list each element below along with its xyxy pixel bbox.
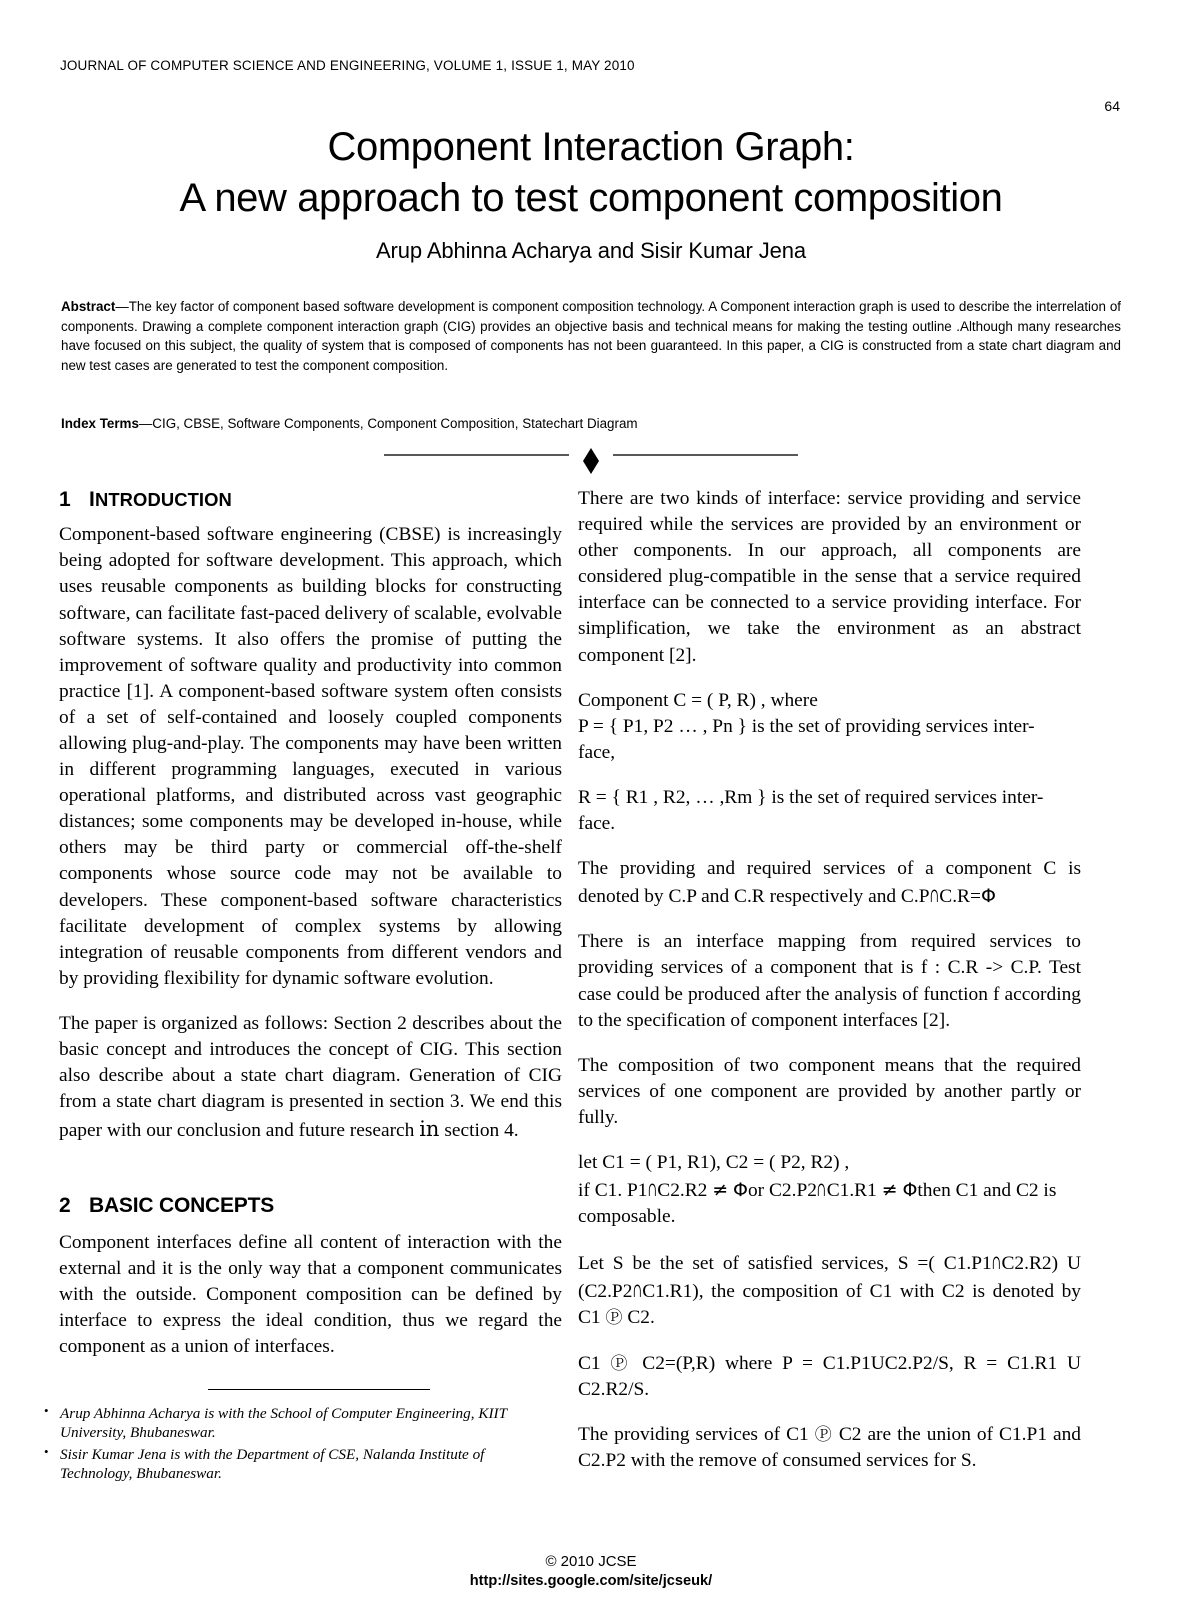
intro-paragraph-1: Component-based software engineering (CBSE) is increasingly being adopted for software development. This approach, which uses reusable components as building blocks for constructing software, can facilitate fast-paced delivery of scalable, evolvable software systems. It also offers the promise of putting the improvement of software quality and productivity into common practice [1]. A component-based software system often consists of a set of self-contained and loosely coupled components allowing plug-and-play. The components may have been written in different programming languages, executed in various operational platforms, and distributed across vast geographic distances; some components may be developed in-house, while others may be third party or commercial off-the-shelf components whose source code may not be available to developers. These component-based software characteristics facilitate development of complex systems by allowing integration of reusable components from different vendors and by providing flexibility for dynamic software evolution. bbox=[59, 524, 562, 989]
definition-component bbox=[578, 688, 1081, 766]
right-paragraph-interfaces: There are two kinds of interface: service providing and service required while the services are provided by an environment or other components. In our approach, all components are considered plug-compatible in the sense that a service required interface can be connected to a service providing interface. For simplification, we take the environment as an abstract component [2]. bbox=[578, 488, 1081, 666]
copyright-text: © 2010 JCSE bbox=[545, 1553, 637, 1570]
satisfied-part-b: C2.R2) U (C2.P2 bbox=[578, 1253, 1081, 1303]
section-title-initial: I bbox=[89, 488, 95, 511]
let-line-2-a: if C1. P1 bbox=[578, 1180, 648, 1202]
section-heading-introduction bbox=[59, 486, 562, 514]
denote-part-b: C.R= bbox=[939, 886, 981, 908]
page-footer bbox=[0, 1553, 1182, 1589]
column-right bbox=[578, 486, 1081, 1493]
let-line-3: composable. bbox=[578, 1206, 676, 1228]
phi-icon: Φ bbox=[733, 1179, 748, 1202]
title-line-2: A new approach to test component composition bbox=[179, 176, 1003, 221]
section-divider bbox=[0, 448, 1182, 461]
title-block bbox=[62, 122, 1120, 264]
phi-icon: Φ bbox=[902, 1179, 918, 1202]
def-r-line-1: R = { R1 , R2, … ,Rm } is the set of required services inter- bbox=[578, 786, 1044, 808]
satisfied-part-d: C2. bbox=[622, 1307, 655, 1329]
def-component-line: Component C = ( P, R) , where bbox=[578, 689, 818, 711]
intro-p2-part-a: The paper is organized as follows: Section 2 describes about the basic concept and introduces the concept of CIG. This section also describe about a state chart diagram. Generation of CIG from a state chart diagram is presented in section 3. We end this paper with our conclusion and future research bbox=[59, 1012, 562, 1142]
basic-concepts-paragraph-1: Component interfaces define all content of interaction with the external and it is the only way that a component communicates with the outside. Component composition can be defined by interface to express the ideal condition, thus we regard the component as a union of interfaces. bbox=[59, 1231, 562, 1357]
footnote-list bbox=[38, 1404, 558, 1484]
abstract-dash: — bbox=[115, 299, 129, 314]
paragraph-satisfied-services bbox=[578, 1249, 1081, 1331]
abstract-label: Abstract bbox=[61, 299, 116, 314]
section-heading-basic-concepts bbox=[59, 1192, 562, 1220]
definition-required-services bbox=[578, 785, 1081, 837]
paragraph-providing-services bbox=[578, 1422, 1081, 1474]
footnote-divider bbox=[208, 1389, 430, 1390]
index-terms bbox=[61, 414, 1121, 434]
page-title bbox=[62, 122, 1120, 224]
section-title-2: BASIC CONCEPTS bbox=[89, 1194, 275, 1218]
index-terms-text: CIG, CBSE, Software Components, Component Composition, Statechart Diagram bbox=[152, 416, 638, 431]
authors: Arup Abhinna Acharya and Sisir Kumar Jena bbox=[375, 238, 807, 264]
section-title bbox=[89, 489, 232, 510]
abstract bbox=[61, 297, 1121, 375]
let-line-1: let C1 = ( P1, R1), C2 = ( P2, R2) , bbox=[578, 1151, 850, 1173]
index-terms-label: Index Terms bbox=[61, 416, 139, 431]
divider-bar-left bbox=[384, 454, 569, 456]
section-number-2: 2 bbox=[59, 1194, 71, 1218]
list-item: • Sisir Kumar Jena is with the Department of CSE, Nalanda Institute of Technology, Bhubaneswar. bbox=[60, 1445, 558, 1484]
running-head: JOURNAL OF COMPUTER SCIENCE AND ENGINEERING, VOLUME 1, ISSUE 1, MAY 2010 bbox=[60, 58, 635, 73]
not-equal-icon: ≠ bbox=[881, 1179, 898, 1202]
intro-p2-part-b: section 4. bbox=[439, 1120, 519, 1142]
formula-part-a: C1 bbox=[578, 1352, 611, 1374]
paragraph-interface-mapping: There is an interface mapping from required services to providing services of a component that is f : C.R -> C.P. Test case could be produced after the analysis of function f according to the specification of component interfaces [2]. bbox=[578, 931, 1081, 1031]
definition-composable bbox=[578, 1150, 1081, 1230]
intersection-icon: ∩ bbox=[647, 1177, 657, 1202]
providing-part-a: The providing services of C1 bbox=[578, 1423, 815, 1445]
satisfied-part-a: Let S be the set of satisfied services, S =( C1.P1 bbox=[578, 1253, 992, 1275]
page-number: 64 bbox=[1104, 98, 1120, 114]
let-line-2-e: C1.R1 bbox=[826, 1180, 882, 1202]
formula-part-b: C2=(P,R) where P = C1.P1UC2.P2/S, R = C1.R1 U C2.R2/S. bbox=[578, 1352, 1081, 1400]
circled-p-icon: Ⓟ bbox=[605, 1308, 623, 1329]
intersection-icon: ∩ bbox=[929, 883, 940, 908]
phi-icon: Φ bbox=[980, 885, 996, 908]
column-left bbox=[59, 486, 562, 1379]
paragraph-formula bbox=[578, 1351, 1081, 1403]
journal-url[interactable]: http://sites.google.com/site/jcseuk/ bbox=[469, 1573, 713, 1589]
providing-part-b: C2 are the union of C1.P1 and C2.P2 with the remove of consumed services for S. bbox=[578, 1423, 1081, 1471]
intro-p2-odd-word: in bbox=[419, 1117, 440, 1142]
index-terms-dash: — bbox=[138, 416, 153, 431]
section-title-rest: NTRODUCTION bbox=[94, 489, 232, 510]
let-line-2-b: C2.R2 bbox=[657, 1180, 713, 1202]
let-line-2-d: or C2.P2 bbox=[747, 1180, 817, 1202]
divider-bar-right bbox=[613, 454, 798, 456]
diamond-icon bbox=[583, 448, 599, 461]
circled-p-icon: Ⓟ bbox=[814, 1424, 833, 1445]
title-line-1: Component Interaction Graph: bbox=[327, 125, 855, 169]
section-number: 1 bbox=[59, 488, 71, 511]
list-item: • Arup Abhinna Acharya is with the School of Computer Engineering, KIIT University, Bhubaneswar. bbox=[60, 1404, 558, 1443]
circled-p-icon: Ⓟ bbox=[610, 1353, 633, 1374]
footnotes bbox=[38, 1404, 558, 1486]
intersection-icon: ∩ bbox=[991, 1250, 1002, 1275]
def-r-line-2: face. bbox=[578, 813, 616, 835]
def-p-line-1: P = { P1, P2 … , Pn } is the set of providing services inter- bbox=[578, 715, 1035, 737]
abstract-text: The key factor of component based software development is component composition technology. A Component interaction graph is used to describe the interrelation of components. Drawing a complete component interaction graph (CIG) provides an objective basis and technical means for making the testing outline .Although many researches have focused on this subject, the quality of system that is composed of components has not been guaranteed. In this paper, a CIG is constructed from a state chart diagram and new test cases are generated to test the component composition. bbox=[61, 299, 1121, 373]
intersection-icon: ∩ bbox=[817, 1177, 827, 1202]
def-p-line-2: face, bbox=[578, 741, 616, 763]
not-equal-icon: ≠ bbox=[712, 1179, 729, 1202]
paragraph-denote bbox=[578, 856, 1081, 910]
let-line-2-g: then C1 and C2 is bbox=[917, 1180, 1057, 1202]
satisfied-part-c: C1.R1), the composition of C1 with C2 is denoted by C1 bbox=[578, 1281, 1081, 1329]
intersection-icon: ∩ bbox=[632, 1278, 642, 1303]
denote-part-a: The providing and required services of a component C is denoted by C.P and C.R respectively and C.P bbox=[578, 858, 1081, 908]
paragraph-composition: The composition of two component means that the required services of one component are provided by another partly or fully. bbox=[578, 1054, 1081, 1128]
intro-paragraph-2 bbox=[59, 1011, 562, 1144]
